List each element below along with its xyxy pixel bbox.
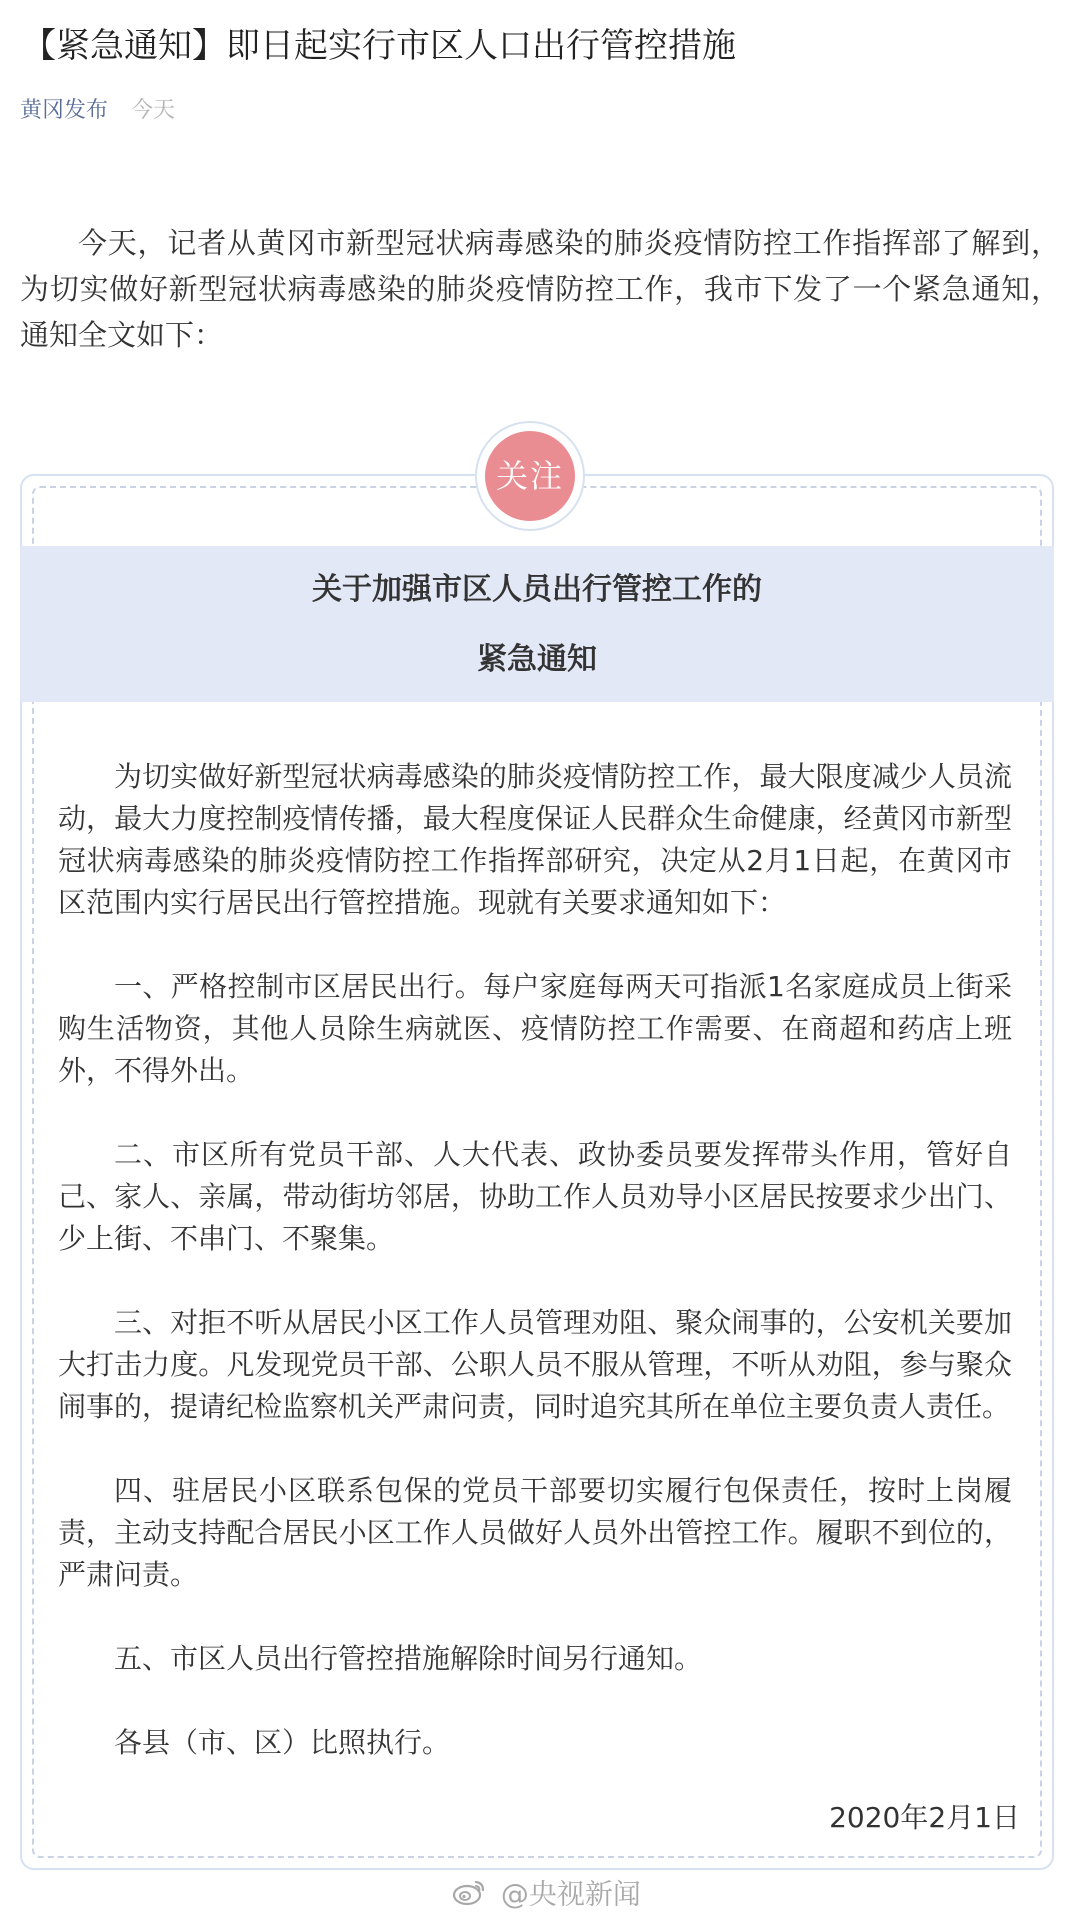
watermark-text: @央视新闻 xyxy=(500,1877,641,1911)
article-title: 【紧急通知】即日起实行市区人口出行管控措施 xyxy=(22,26,736,66)
notice-body xyxy=(58,756,1012,1806)
notice-heading-line2: 紧急通知 xyxy=(477,642,597,677)
notice-paragraph-1: 一、严格控制市区居民出行。每户家庭每两天可指派1名家庭成员上街采购生活物资，其他人员除生病就医、疫情防控工作需要、在商超和药店上班外，不得外出。 xyxy=(58,970,1012,1087)
notice-paragraph-3: 三、对拒不听从居民小区工作人员管理劝阻、聚众闹事的，公安机关要加大打击力度。凡发现党员干部、公职人员不服从管理，不听从劝阻，参与聚众闹事的，提请纪检监察机关严肃问责，同时追究其所在单位主要负责人责任。 xyxy=(58,1306,1012,1423)
notice-date: 2020年2月1日 xyxy=(829,1801,1020,1834)
notice-heading-line1: 关于加强市区人员出行管控工作的 xyxy=(312,572,762,607)
intro-paragraph: 今天，记者从黄冈市新型冠状病毒感染的肺炎疫情防控工作指挥部了解到，为切实做好新型冠状病毒感染的肺炎疫情防控工作，我市下发了一个紧急通知，通知全文如下： xyxy=(20,226,1060,352)
publish-time: 今天 xyxy=(131,98,176,123)
notice-paragraph-4: 四、驻居民小区联系包保的党员干部要切实履行包保责任，按时上岗履责，主动支持配合居民小区工作人员做好人员外出管控工作。履职不到位的，严肃问责。 xyxy=(58,1474,1012,1591)
notice-paragraph-6: 各县（市、区）比照执行。 xyxy=(114,1726,451,1759)
account-name-link[interactable]: 黄冈发布 xyxy=(20,98,109,123)
notice-paragraph-5: 五、市区人员出行管控措施解除时间另行通知。 xyxy=(114,1642,703,1675)
notice-paragraph-2: 二、市区所有党员干部、人大代表、政协委员要发挥带头作用，管好自己、家人、亲属，带动街坊邻居，协助工作人员劝导小区居民按要求少出门、少上街、不串门、不聚集。 xyxy=(58,1138,1012,1255)
notice-badge: 关注 xyxy=(485,431,575,521)
notice-paragraph-intro: 为切实做好新型冠状病毒感染的肺炎疫情防控工作，最大限度减少人员流动，最大力度控制疫情传播，最大程度保证人民群众生命健康，经黄冈市新型冠状病毒感染的肺炎疫情防控工作指挥部研究，决定从2月1日起，在黄冈市区范围内实行居民出行管控措施。现就有关要求通知如下： xyxy=(58,760,1012,919)
notice-header xyxy=(20,546,1054,702)
watermark xyxy=(452,1878,641,1913)
weibo-icon xyxy=(452,1878,486,1913)
article-meta xyxy=(20,96,175,126)
